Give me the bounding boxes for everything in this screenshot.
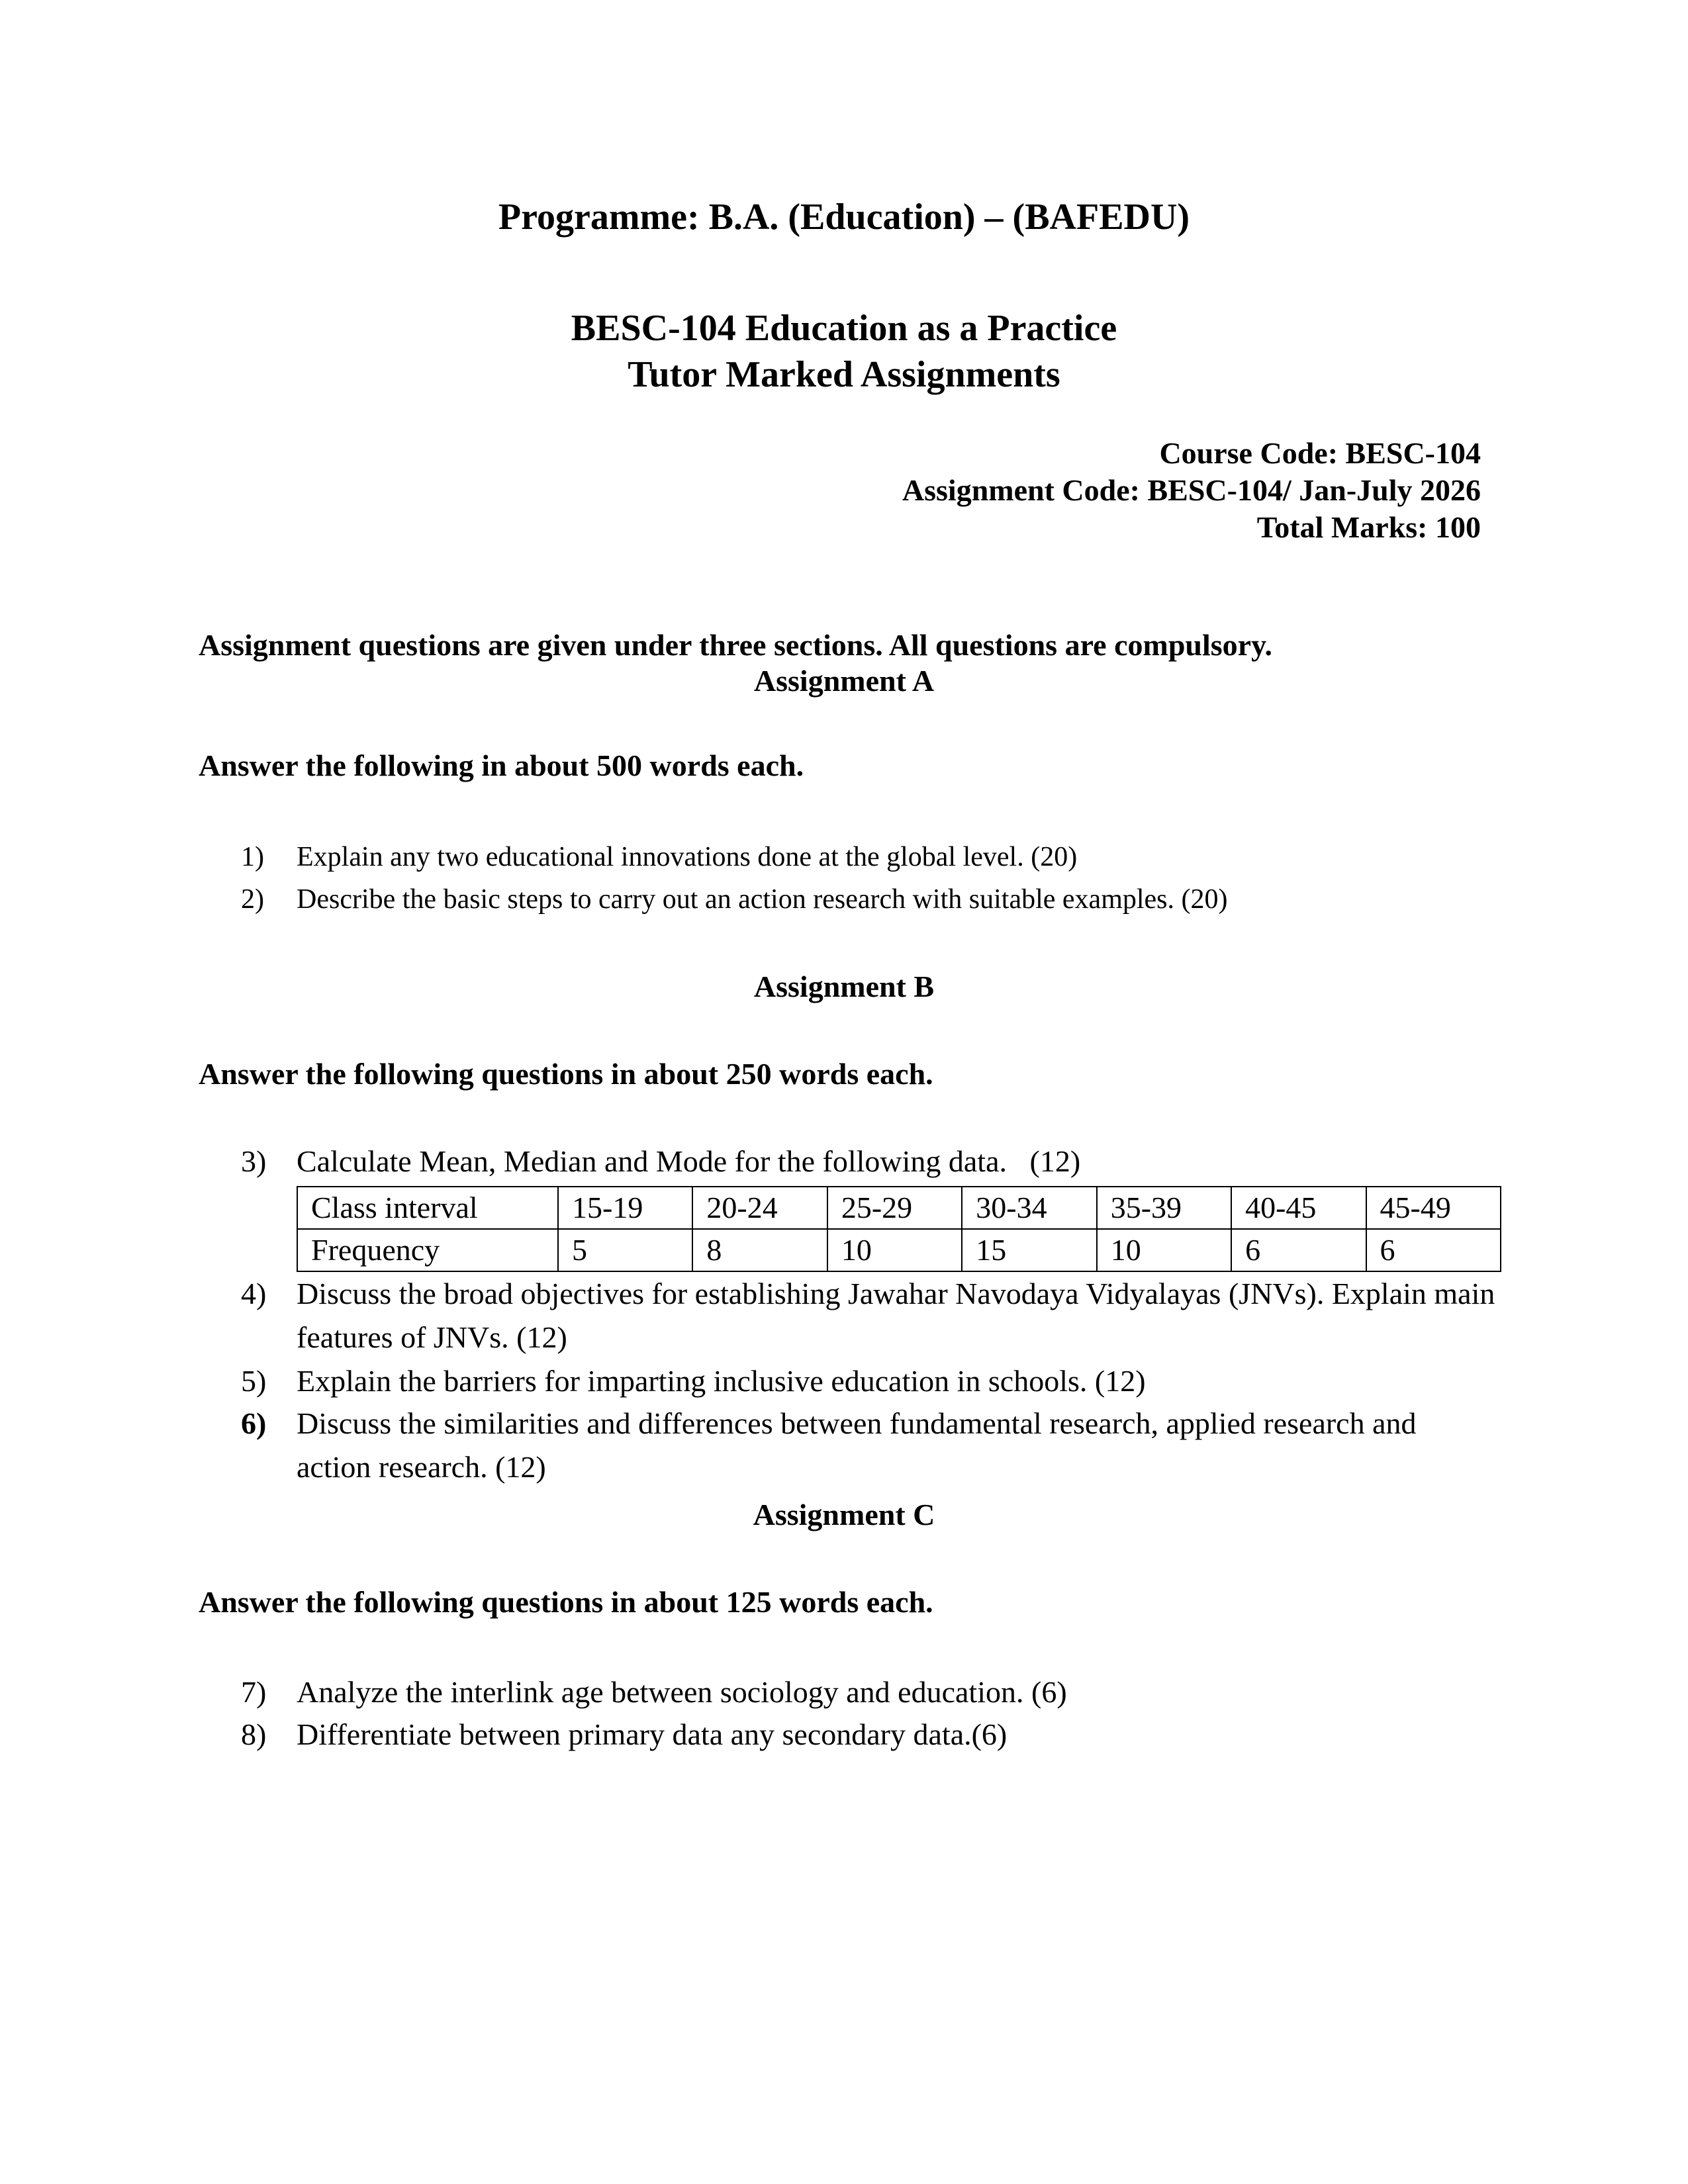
table-cell: 35-39 [1097, 1187, 1231, 1229]
question-number: 8) [241, 1717, 267, 1751]
instructions: Assignment questions are given under three sections. All questions are compulsory. [199, 628, 1273, 662]
question-text: Differentiate between primary data any secondary data.(6) [297, 1717, 1008, 1751]
section-c-heading: Assignment C [753, 1498, 935, 1531]
table-cell: 5 [558, 1229, 692, 1271]
question-5 [241, 1359, 1499, 1403]
table-cell: 8 [692, 1229, 827, 1271]
section-a-heading: Assignment A [753, 664, 935, 698]
course-code: Course Code: BESC-104 [1159, 436, 1481, 470]
question-text: Discuss the broad objectives for establishing Jawahar Navodaya Vidyalayas (JNVs). Explain main features of JNVs. (12) [297, 1277, 1495, 1354]
table-cell: 10 [827, 1229, 962, 1271]
table-cell: 10 [1097, 1229, 1231, 1271]
tma-title: Tutor Marked Assignments [628, 354, 1060, 395]
total-marks: Total Marks: 100 [1256, 510, 1481, 544]
table-cell: 30-34 [962, 1187, 1096, 1229]
question-number: 4) [241, 1277, 267, 1310]
section-c-note: Answer the following questions in about 125 words each. [199, 1585, 933, 1619]
table-cell: 15-19 [558, 1187, 692, 1229]
table-cell: 6 [1231, 1229, 1366, 1271]
section-b-note: Answer the following questions in about 250 words each. [199, 1057, 933, 1091]
course-title: BESC-104 Education as a Practice [571, 308, 1117, 349]
question-6 [241, 1402, 1499, 1489]
assignment-code: Assignment Code: BESC-104/ Jan-July 2026 [902, 473, 1481, 507]
table-cell: 6 [1366, 1229, 1501, 1271]
question-2 [241, 878, 1499, 921]
table-cell: 45-49 [1366, 1187, 1501, 1229]
question-text: Explain the barriers for imparting inclusive education in schools. (12) [297, 1364, 1146, 1398]
question-text: Calculate Mean, Median and Mode for the following data. (12) [297, 1144, 1081, 1178]
frequency-table [297, 1186, 1501, 1272]
table-cell: 40-45 [1231, 1187, 1366, 1229]
question-number: 5) [241, 1364, 267, 1398]
question-number: 1) [241, 842, 264, 872]
question-text: Describe the basic steps to carry out an action research with suitable examples. (20) [297, 884, 1228, 915]
question-3 [241, 1140, 1499, 1183]
question-number: 6) [241, 1406, 267, 1440]
question-1 [241, 835, 1499, 879]
table-row-class-interval [297, 1187, 1501, 1229]
table-cell-label: Class interval [297, 1187, 558, 1229]
question-4 [241, 1272, 1499, 1359]
question-number: 7) [241, 1675, 267, 1709]
programme-title: Programme: B.A. (Education) – (BAFEDU) [498, 197, 1190, 238]
question-8 [241, 1713, 1499, 1756]
section-b-heading: Assignment B [753, 970, 935, 1003]
question-number: 3) [241, 1144, 267, 1178]
table-cell: 15 [962, 1229, 1096, 1271]
table-row-frequency [297, 1229, 1501, 1271]
question-7 [241, 1670, 1499, 1714]
question-text: Explain any two educational innovations done at the global level. (20) [297, 842, 1078, 872]
table-cell-label: Frequency [297, 1229, 558, 1271]
table-cell: 20-24 [692, 1187, 827, 1229]
question-text: Analyze the interlink age between sociology and education. (6) [297, 1675, 1067, 1709]
question-number: 2) [241, 884, 264, 915]
question-text: Discuss the similarities and differences between fundamental research, applied research and action research. (12) [297, 1406, 1417, 1484]
table-cell: 25-29 [827, 1187, 962, 1229]
section-a-note: Answer the following in about 500 words each. [199, 749, 804, 782]
